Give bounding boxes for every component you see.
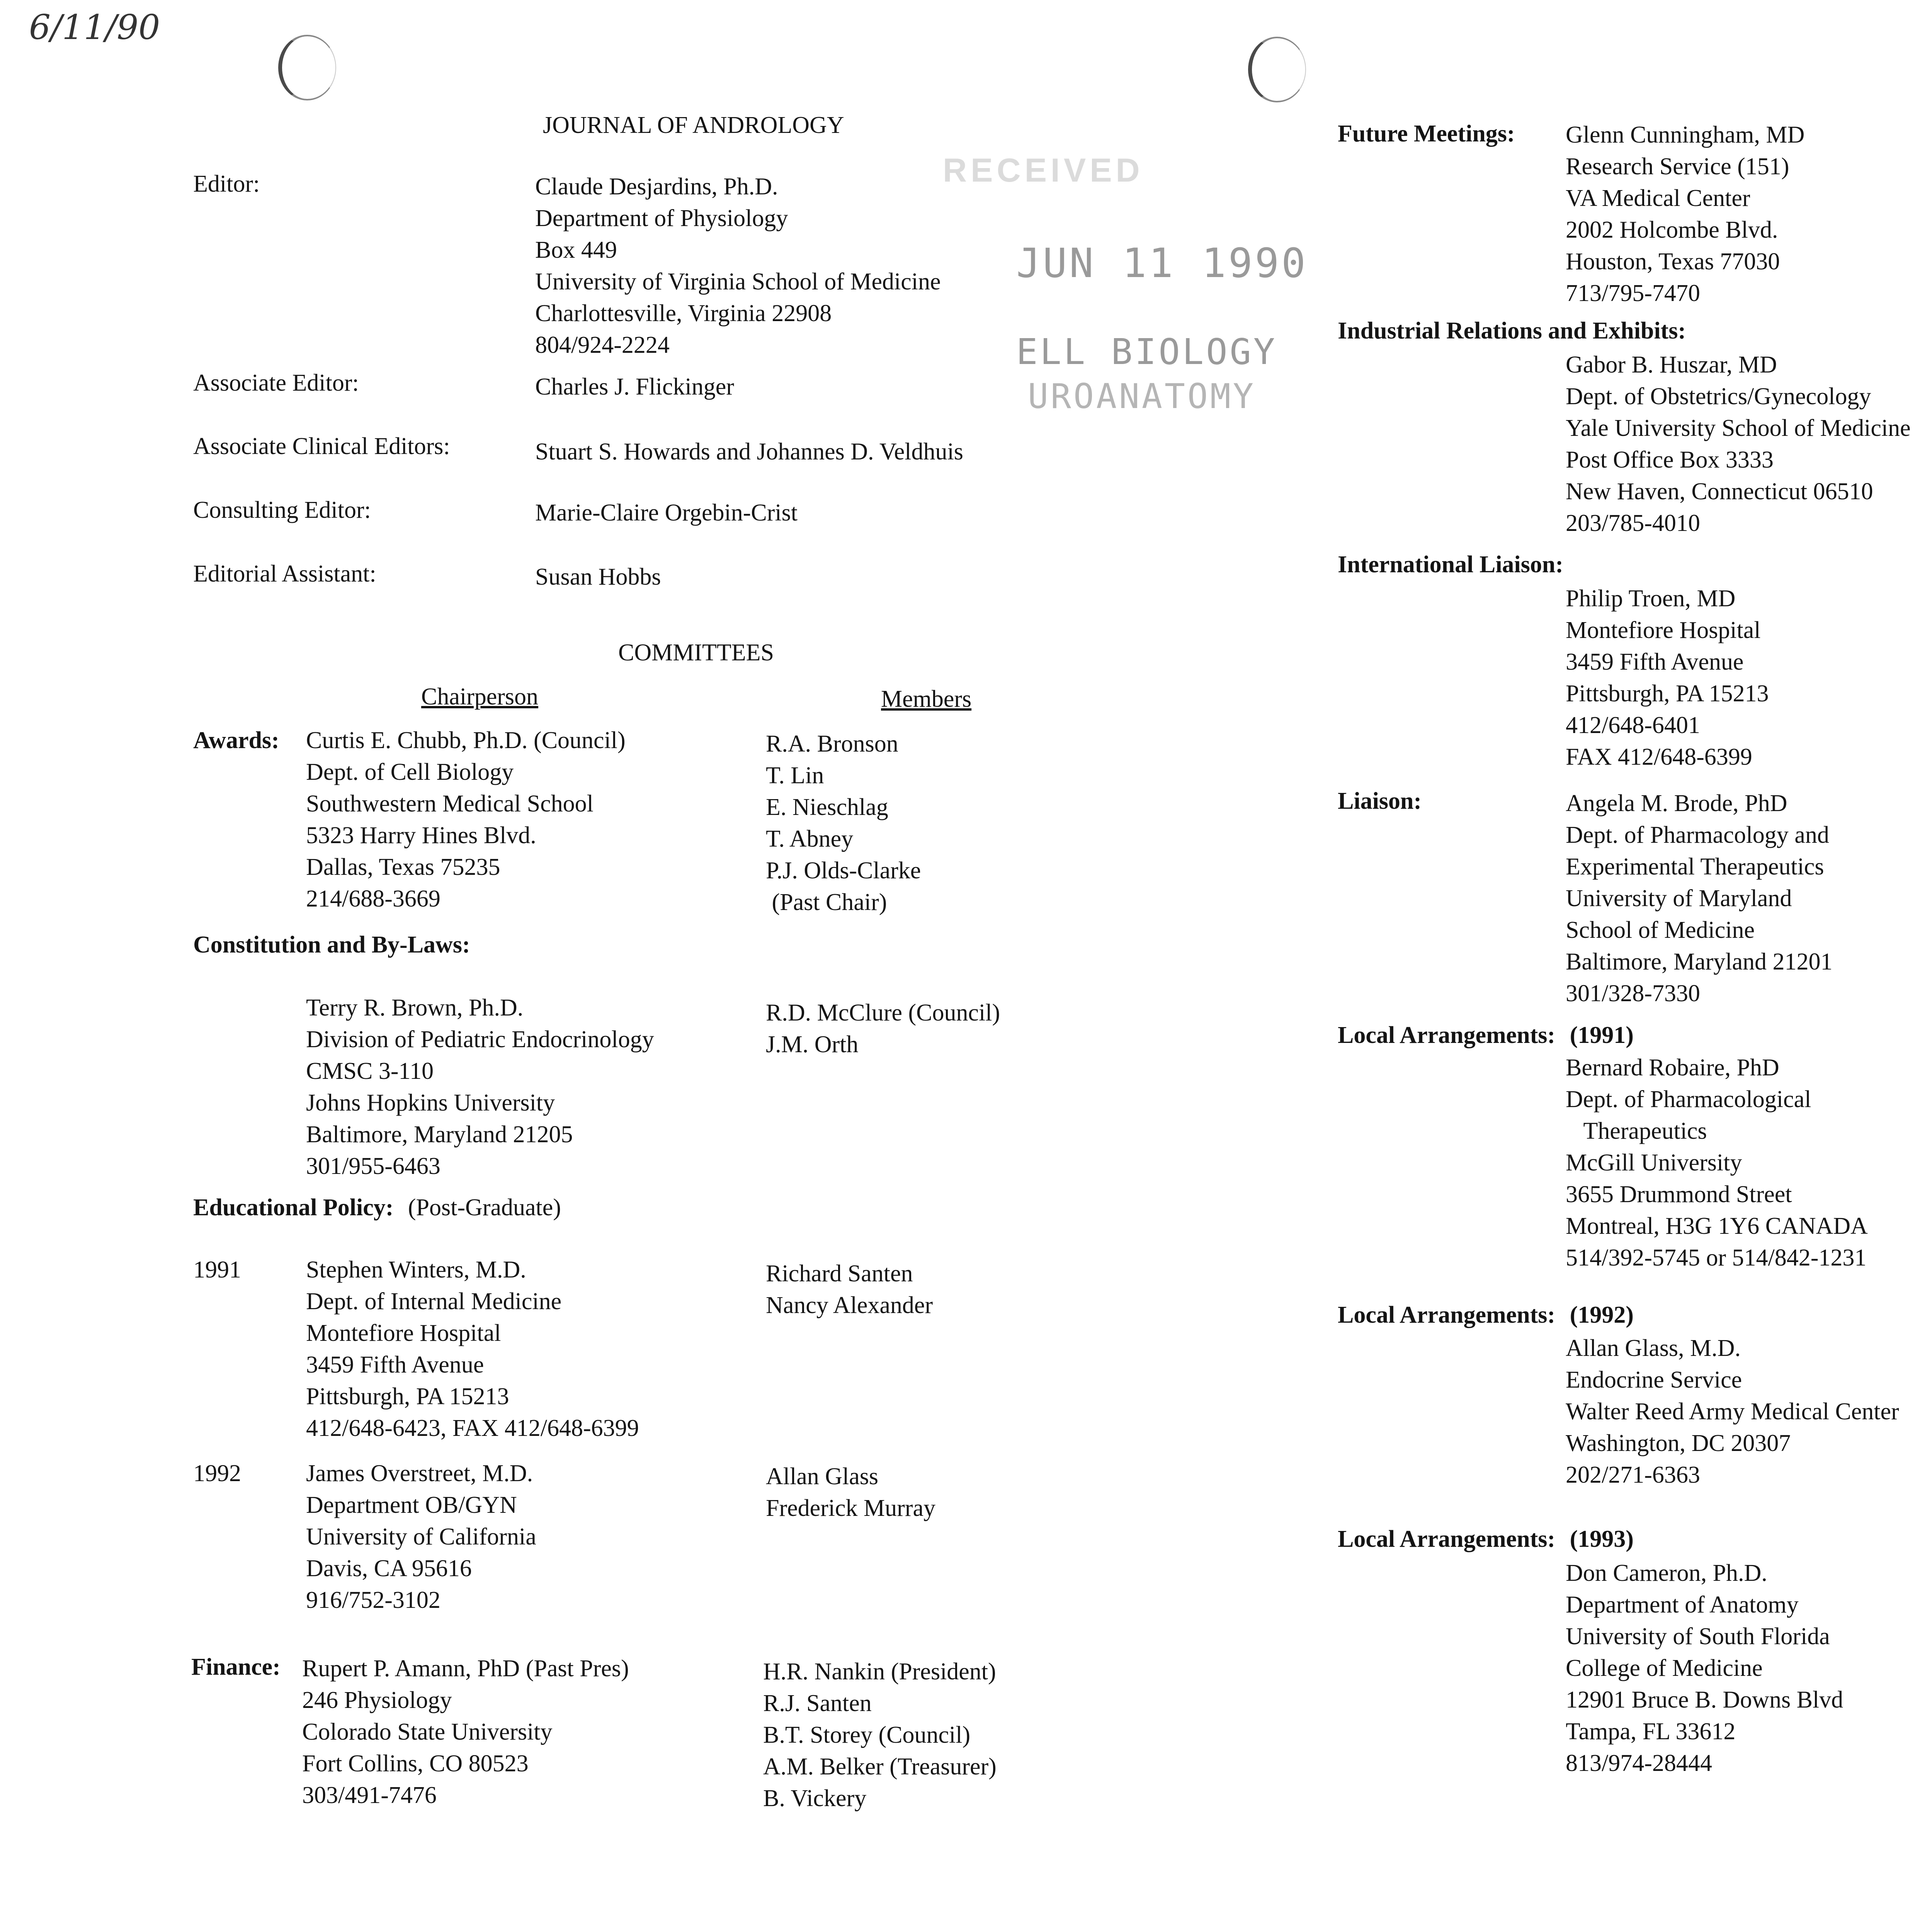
local-arrangements-1991-heading: [1338, 1019, 1634, 1051]
punch-hole-left: [278, 35, 336, 100]
local-arrangements-1991-label: Local Arrangements:: [1338, 1022, 1556, 1048]
finance-label: Finance:: [191, 1654, 281, 1680]
liaison-chair: Angela M. Brode, PhD Dept. of Pharmacology and Experimental Therapeutics University of Maryland School of Medicine Baltimore, Maryland 21201 301/328-7330: [1566, 790, 1833, 1007]
industrial-relations-label: Industrial Relations and Exhibits:: [1338, 318, 1686, 344]
educational-policy-heading: [193, 1192, 561, 1223]
international-liaison-chair: Philip Troen, MD Montefiore Hospital 3459 Fifth Avenue Pittsburgh, PA 15213 412/648-6401 FAX 412/648-6399: [1566, 585, 1769, 770]
awards-members: R.A. Bronson T. Lin E. Nieschlag T. Abney P.J. Olds-Clarke (Past Chair): [766, 731, 921, 915]
educational-policy-qualifier: (Post-Graduate): [408, 1194, 561, 1221]
educational-policy-label: Educational Policy:: [193, 1194, 394, 1221]
awards-label: Awards:: [193, 727, 279, 754]
local-arrangements-1993-heading: [1338, 1523, 1634, 1555]
associate-editor-name: Charles J. Flickinger: [535, 374, 734, 400]
constitution-label: Constitution and By-Laws:: [193, 932, 470, 958]
local-arrangements-1992-heading: [1338, 1299, 1634, 1331]
local-arrangements-1992-chair: Allan Glass, M.D. Endocrine Service Walter Reed Army Medical Center Washington, DC 20307 202/271-6363: [1566, 1335, 1899, 1488]
finance-chair: Rupert P. Amann, PhD (Past Pres) 246 Physiology Colorado State University Fort Collins, CO 80523 303/491-7476: [302, 1655, 629, 1808]
stamp-date: JUN 11 1990: [1016, 240, 1308, 287]
educational-year-1992: 1992: [193, 1460, 241, 1487]
educational-1992-members: Allan Glass Frederick Murray: [766, 1463, 935, 1521]
stamp-dept-line2: UROANATOMY: [1028, 376, 1256, 416]
stamp-received-faded: RECEIVED: [943, 152, 1144, 189]
journal-title: JOURNAL OF ANDROLOGY: [543, 112, 844, 138]
local-arrangements-1991-chair: Bernard Robaire, PhD Dept. of Pharmacological Therapeutics McGill University 3655 Drummond Street Montreal, H3G 1Y6 CANADA 514/392-5745 or 514/842-1231: [1566, 1055, 1868, 1271]
local-arrangements-1992-label: Local Arrangements:: [1338, 1302, 1556, 1328]
educational-year-1991: 1991: [193, 1257, 241, 1283]
associate-clinical-editors-label: Associate Clinical Editors:: [193, 433, 450, 459]
members-column-header: Members: [881, 686, 972, 712]
finance-members: H.R. Nankin (President) R.J. Santen B.T. Storey (Council) A.M. Belker (Treasurer) B. Vickery: [763, 1658, 997, 1812]
consulting-editor-name: Marie-Claire Orgebin-Crist: [535, 500, 798, 526]
constitution-chair: Terry R. Brown, Ph.D. Division of Pediatric Endocrinology CMSC 3-110 Johns Hopkins University Baltimore, Maryland 21205 301/955-6463: [306, 995, 654, 1179]
stamp-dept-line1: ELL BIOLOGY: [1016, 331, 1277, 373]
associate-clinical-editors-names: Stuart S. Howards and Johannes D. Veldhuis: [535, 439, 963, 465]
constitution-members: R.D. McClure (Council) J.M. Orth: [766, 1000, 1000, 1058]
local-arrangements-1993-label: Local Arrangements:: [1338, 1526, 1556, 1552]
local-arrangements-1993-year: (1993): [1570, 1526, 1634, 1552]
editor-label: Editor:: [193, 171, 260, 197]
educational-1992-chair: James Overstreet, M.D. Department OB/GYN University of California Davis, CA 95616 916/752-3102: [306, 1460, 536, 1613]
chairperson-column-header: Chairperson: [421, 684, 539, 710]
consulting-editor-label: Consulting Editor:: [193, 497, 371, 523]
industrial-relations-chair: Gabor B. Huszar, MD Dept. of Obstetrics/Gynecology Yale University School of Medicine Post Office Box 3333 New Haven, Connecticut 06510 203/785-4010: [1566, 352, 1911, 536]
local-arrangements-1992-year: (1992): [1570, 1302, 1634, 1328]
liaison-label: Liaison:: [1338, 788, 1422, 814]
editorial-assistant-name: Susan Hobbs: [535, 564, 661, 590]
punch-hole-center: [1248, 37, 1306, 102]
handwritten-date: 6/11/90: [29, 7, 160, 47]
committees-heading: COMMITTEES: [618, 640, 774, 666]
educational-1991-members: Richard Santen Nancy Alexander: [766, 1260, 933, 1318]
future-meetings-chair: Glenn Cunningham, MD Research Service (151) VA Medical Center 2002 Holcombe Blvd. Houston, Texas 77030 713/795-7470: [1566, 122, 1805, 306]
local-arrangements-1991-year: (1991): [1570, 1022, 1634, 1048]
awards-chair: Curtis E. Chubb, Ph.D. (Council) Dept. of Cell Biology Southwestern Medical School 5323 Harry Hines Blvd. Dallas, Texas 75235 214/688-3669: [306, 727, 626, 912]
editorial-assistant-label: Editorial Assistant:: [193, 561, 376, 587]
editor-details: Claude Desjardins, Ph.D. Department of Physiology Box 449 University of Virginia School of Medicine Charlottesville, Virginia 22908 804/924-2224: [535, 173, 941, 358]
educational-1991-chair: Stephen Winters, M.D. Dept. of Internal Medicine Montefiore Hospital 3459 Fifth Avenue Pittsburgh, PA 15213 412/648-6423, FAX 412/648-6399: [306, 1257, 639, 1441]
associate-editor-label: Associate Editor:: [193, 370, 359, 396]
local-arrangements-1993-chair: Don Cameron, Ph.D. Department of Anatomy University of South Florida College of Medicine 12901 Bruce B. Downs Blvd Tampa, FL 33612 813/974-28444: [1566, 1560, 1844, 1776]
international-liaison-label: International Liaison:: [1338, 551, 1563, 578]
future-meetings-label: Future Meetings:: [1338, 121, 1515, 147]
